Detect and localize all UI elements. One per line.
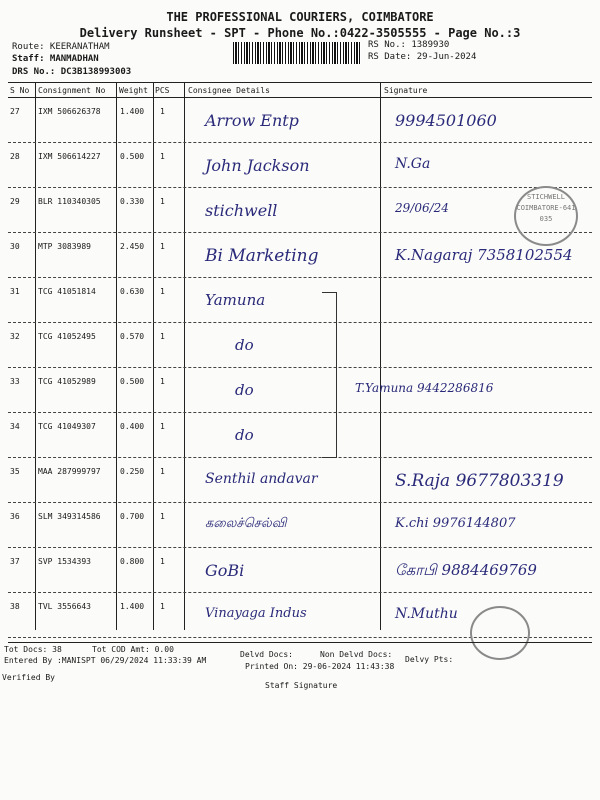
rs-no-label: RS No.: 1389930: [368, 40, 450, 50]
consignment-cell: TCG 41052495: [38, 332, 96, 341]
handwritten-bracket: [322, 292, 337, 458]
pcs-cell: 1: [160, 197, 165, 206]
pcs-cell: 1: [160, 422, 165, 431]
runsheet-subtitle: Delivery Runsheet - SPT - Phone No.:0422-3505555 - Page No.:3: [79, 26, 521, 40]
route-label: Route: KEERANATHAM: [12, 42, 110, 52]
consignee-handwriting: Yamuna: [205, 291, 266, 309]
consignee-handwriting: John Jackson: [205, 156, 310, 175]
signature-handwriting: S.Raja 9677803319: [395, 471, 564, 491]
sno-cell: 36: [10, 512, 20, 521]
consignment-cell: SVP 1534393: [38, 557, 91, 566]
staff-label: Staff: MANMADHAN: [12, 54, 99, 64]
consignment-cell: TCG 41049307: [38, 422, 96, 431]
sno-cell: 30: [10, 242, 20, 251]
pcs-cell: 1: [160, 152, 165, 161]
consignee-handwriting: கலைச்செல்வி: [205, 516, 287, 531]
sno-cell: 33: [10, 377, 20, 386]
consignment-cell: TVL 3556643: [38, 602, 91, 611]
signature-handwriting: N.Ga: [395, 156, 431, 172]
barcode-image: [233, 42, 361, 64]
weight-cell: 0.400: [120, 422, 145, 431]
sno-cell: 29: [10, 197, 20, 206]
weight-cell: 2.450: [120, 242, 145, 251]
row-separator: [8, 592, 592, 593]
entered-by: Entered By :MANISPT 06/29/2024 11:33:39 AM: [4, 656, 207, 665]
weight-cell: 0.500: [120, 152, 145, 161]
row-separator: [8, 547, 592, 548]
pcs-cell: 1: [160, 377, 165, 386]
row-separator: [8, 142, 592, 143]
weight-cell: 0.700: [120, 512, 145, 521]
sno-cell: 27: [10, 107, 20, 116]
signature-handwriting: K.chi 9976144807: [395, 516, 516, 531]
consignment-cell: BLR 110340305: [38, 197, 101, 206]
pcs-cell: 1: [160, 242, 165, 251]
row-separator: [8, 502, 592, 503]
signature-handwriting: N.Muthu: [395, 606, 458, 622]
sno-cell: 28: [10, 152, 20, 161]
footer-rule: [8, 642, 592, 643]
company-stamp: STICHWELL COIMBATORE-641 035: [514, 186, 578, 246]
pcs-cell: 1: [160, 602, 165, 611]
consignee-handwriting: do: [235, 426, 254, 444]
consignee-handwriting: do: [235, 381, 254, 399]
col-header-consignment: Consignment No: [38, 86, 106, 95]
row-separator: [8, 412, 592, 413]
verified-by: Verified By: [2, 673, 55, 682]
pcs-cell: 1: [160, 332, 165, 341]
row-separator: [8, 187, 592, 188]
sno-cell: 32: [10, 332, 20, 341]
printed-on: Printed On: 29-06-2024 11:43:38: [245, 662, 395, 671]
row-separator: [8, 322, 592, 323]
consignee-handwriting: Senthil andavar: [205, 471, 318, 487]
consignee-handwriting: Vinayaga Indus: [205, 606, 307, 621]
consignee-handwriting: Bi Marketing: [205, 246, 319, 266]
consignment-cell: TCG 41051814: [38, 287, 96, 296]
col-header-sno: S No: [10, 86, 30, 95]
consignee-handwriting: Arrow Entp: [205, 111, 299, 130]
consignment-cell: IXM 506614227: [38, 152, 101, 161]
consignee-handwriting: GoBi: [205, 561, 245, 580]
consignee-handwriting: stichwell: [205, 201, 278, 220]
sno-cell: 31: [10, 287, 20, 296]
sno-cell: 34: [10, 422, 20, 431]
non-delivered-docs: Non Delvd Docs:: [320, 650, 393, 659]
signature-handwriting: கோபி 9884469769: [395, 561, 537, 579]
col-header-signature: Signature: [384, 86, 428, 95]
weight-cell: 0.800: [120, 557, 145, 566]
consignment-cell: IXM 506626378: [38, 107, 101, 116]
sno-cell: 38: [10, 602, 20, 611]
pcs-cell: 1: [160, 557, 165, 566]
weight-cell: 0.630: [120, 287, 145, 296]
weight-cell: 1.400: [120, 602, 145, 611]
consignment-cell: SLM 349314586: [38, 512, 101, 521]
signature-handwriting: 29/06/24: [395, 201, 449, 215]
pcs-cell: 1: [160, 107, 165, 116]
row-separator: [8, 457, 592, 458]
weight-cell: 0.500: [120, 377, 145, 386]
round-stamp: [470, 606, 530, 660]
weight-cell: 0.250: [120, 467, 145, 476]
pcs-cell: 1: [160, 287, 165, 296]
weight-cell: 0.570: [120, 332, 145, 341]
col-header-consignee: Consignee Details: [188, 86, 270, 95]
delivered-docs: Delvd Docs:: [240, 650, 293, 659]
staff-signature-label: Staff Signature: [265, 681, 338, 690]
row-separator: [8, 367, 592, 368]
consignment-cell: MTP 3083989: [38, 242, 91, 251]
consignment-cell: TCG 41052989: [38, 377, 96, 386]
weight-cell: 1.400: [120, 107, 145, 116]
signature-handwriting: K.Nagaraj 7358102554: [395, 246, 573, 264]
consignee-handwriting: do: [235, 336, 254, 354]
pcs-cell: 1: [160, 512, 165, 521]
weight-cell: 0.330: [120, 197, 145, 206]
pcs-cell: 1: [160, 467, 165, 476]
signature-handwriting: 9994501060: [395, 111, 497, 130]
row-separator: [8, 232, 592, 233]
row-separator: [8, 277, 592, 278]
col-header-weight: Weight: [119, 86, 148, 95]
sno-cell: 35: [10, 467, 20, 476]
tot-cod-amount: Tot COD Amt: 0.00: [92, 645, 174, 654]
consignment-cell: MAA 287999797: [38, 467, 101, 476]
delivery-points: Delvy Pts:: [405, 655, 454, 664]
company-title: THE PROFESSIONAL COURIERS, COIMBATORE: [166, 10, 434, 24]
signature-handwriting: T.Yamuna 9442286816: [355, 381, 494, 395]
col-header-pcs: PCS: [155, 86, 170, 95]
table-header-rule: [8, 97, 592, 98]
tot-docs: Tot Docs: 38: [4, 645, 62, 654]
sno-cell: 37: [10, 557, 20, 566]
drs-label: DRS No.: DC3B138993003: [12, 67, 132, 77]
rs-date-label: RS Date: 29-Jun-2024: [368, 52, 477, 62]
table-top-rule: [8, 82, 592, 83]
